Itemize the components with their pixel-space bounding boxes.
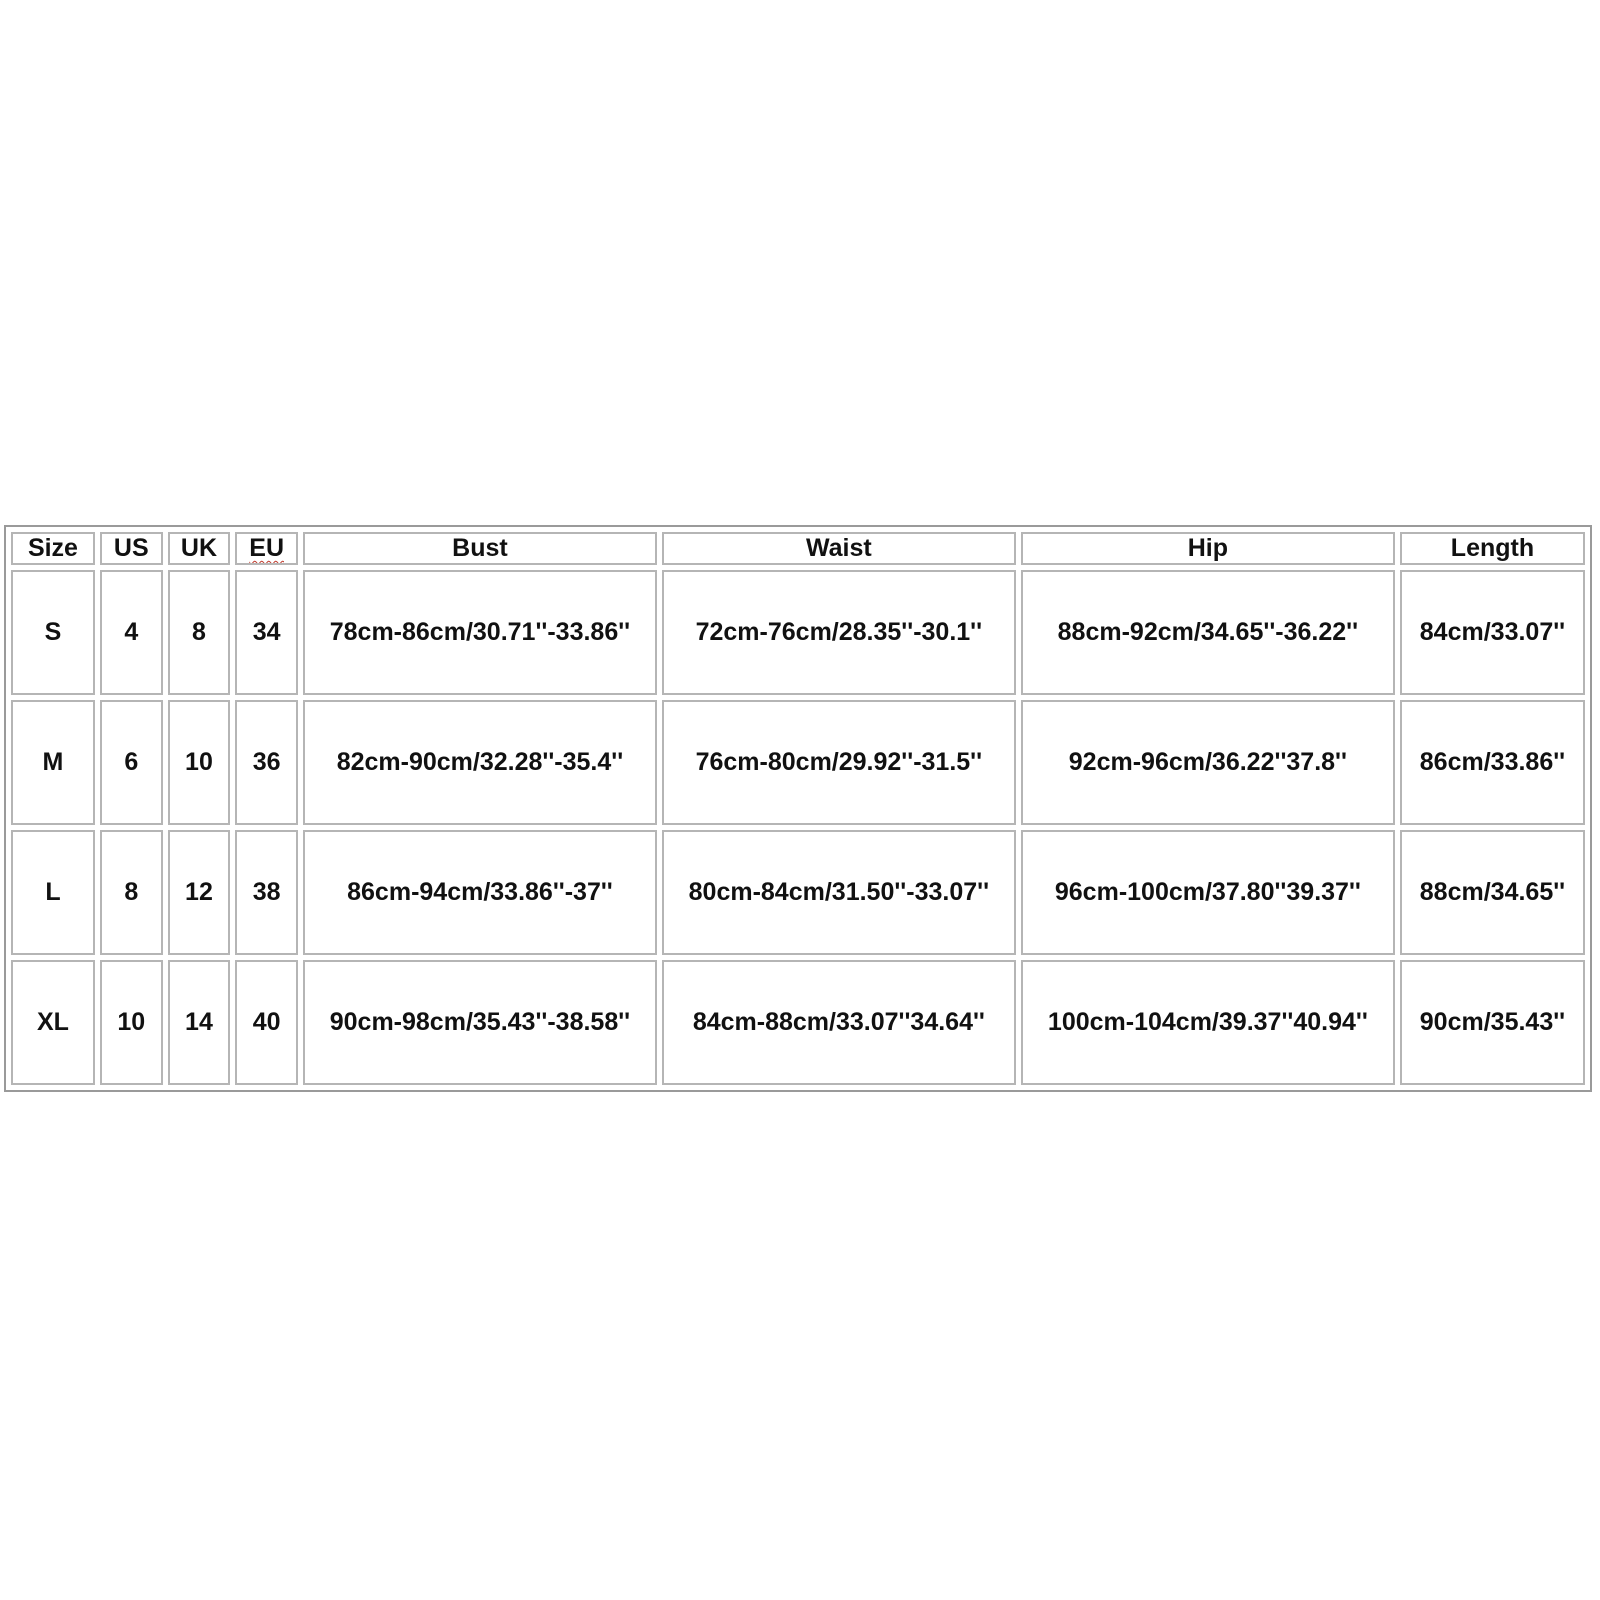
- cell-size: M: [11, 700, 95, 825]
- cell-size: XL: [11, 960, 95, 1085]
- cell-us: 10: [100, 960, 163, 1085]
- cell-hip: 100cm-104cm/39.37''40.94'': [1021, 960, 1395, 1085]
- cell-eu: 40: [235, 960, 298, 1085]
- cell-eu: 38: [235, 830, 298, 955]
- cell-length: 88cm/34.65'': [1400, 830, 1585, 955]
- cell-size: L: [11, 830, 95, 955]
- cell-us: 4: [100, 570, 163, 695]
- table-row: [11, 960, 1585, 1085]
- header-length: Length: [1400, 532, 1585, 565]
- cell-eu: 34: [235, 570, 298, 695]
- header-waist: Waist: [662, 532, 1016, 565]
- cell-us: 8: [100, 830, 163, 955]
- size-chart-table: [4, 525, 1592, 1092]
- cell-bust: 86cm-94cm/33.86''-37'': [303, 830, 657, 955]
- cell-uk: 12: [168, 830, 231, 955]
- cell-waist: 76cm-80cm/29.92''-31.5'': [662, 700, 1016, 825]
- cell-hip: 92cm-96cm/36.22''37.8'': [1021, 700, 1395, 825]
- cell-waist: 84cm-88cm/33.07''34.64'': [662, 960, 1016, 1085]
- cell-bust: 82cm-90cm/32.28''-35.4'': [303, 700, 657, 825]
- header-size: Size: [11, 532, 95, 565]
- cell-waist: 72cm-76cm/28.35''-30.1'': [662, 570, 1016, 695]
- cell-length: 90cm/35.43'': [1400, 960, 1585, 1085]
- cell-uk: 14: [168, 960, 231, 1085]
- header-eu-label: EU: [249, 534, 284, 562]
- cell-us: 6: [100, 700, 163, 825]
- cell-eu: 36: [235, 700, 298, 825]
- table-row: [11, 830, 1585, 955]
- header-row: [11, 532, 1585, 565]
- header-hip: Hip: [1021, 532, 1395, 565]
- cell-bust: 90cm-98cm/35.43''-38.58'': [303, 960, 657, 1085]
- cell-length: 86cm/33.86'': [1400, 700, 1585, 825]
- cell-uk: 8: [168, 570, 231, 695]
- cell-hip: 96cm-100cm/37.80''39.37'': [1021, 830, 1395, 955]
- cell-length: 84cm/33.07'': [1400, 570, 1585, 695]
- header-uk: UK: [168, 532, 231, 565]
- header-us: US: [100, 532, 163, 565]
- cell-uk: 10: [168, 700, 231, 825]
- cell-bust: 78cm-86cm/30.71''-33.86'': [303, 570, 657, 695]
- table-row: [11, 700, 1585, 825]
- header-eu: [235, 532, 298, 565]
- cell-size: S: [11, 570, 95, 695]
- cell-hip: 88cm-92cm/34.65''-36.22'': [1021, 570, 1395, 695]
- table-row: [11, 570, 1585, 695]
- cell-waist: 80cm-84cm/31.50''-33.07'': [662, 830, 1016, 955]
- header-bust: Bust: [303, 532, 657, 565]
